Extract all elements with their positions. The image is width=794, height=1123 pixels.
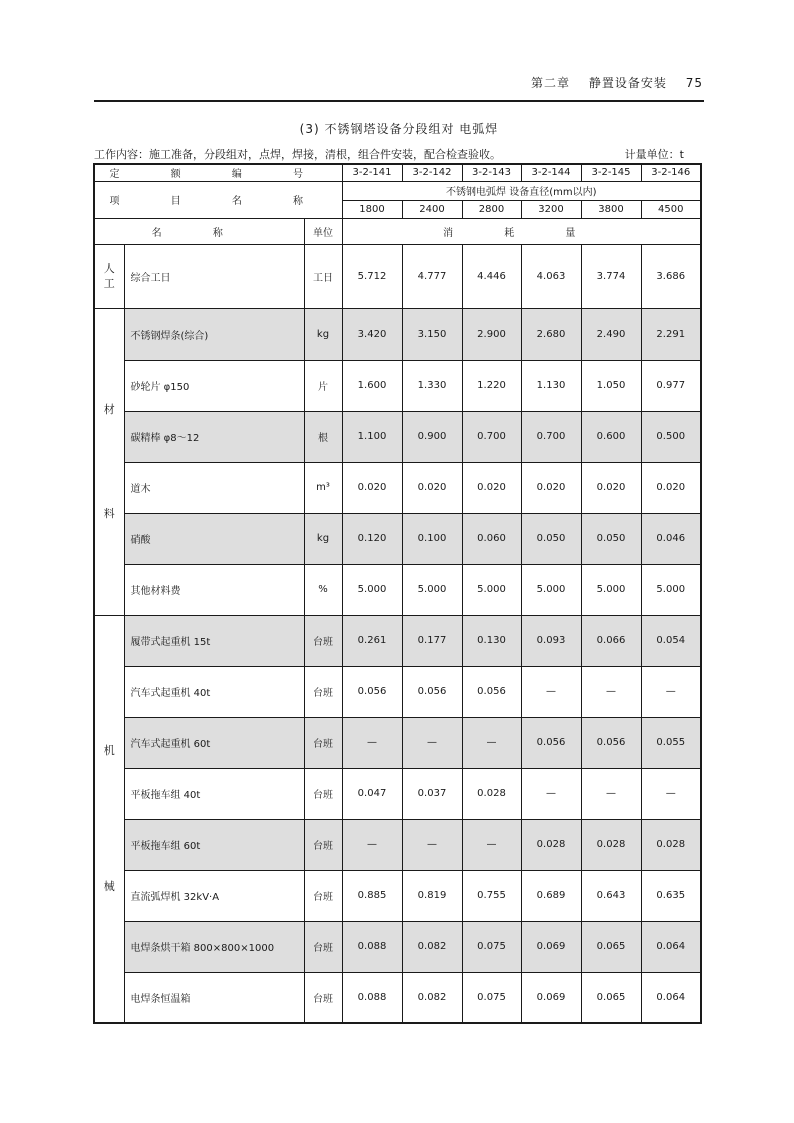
quota-code: 3-2-144	[521, 164, 581, 181]
table-row	[94, 462, 701, 513]
consumption-value: 0.069	[521, 972, 581, 1023]
group-header-row	[94, 181, 701, 200]
quota-code-row	[94, 164, 701, 181]
consumption-value: 0.700	[462, 411, 521, 462]
item-name: 砂轮片 φ150	[124, 360, 304, 411]
consumption-value: 4.446	[462, 244, 521, 308]
consumption-value: 0.020	[462, 462, 521, 513]
consumption-value: 0.020	[402, 462, 462, 513]
consumption-value: 0.130	[462, 615, 521, 666]
item-unit: 台班	[304, 819, 342, 870]
item-unit: 台班	[304, 768, 342, 819]
consumption-value: —	[402, 717, 462, 768]
category-labor	[94, 244, 124, 308]
consumption-value: 0.066	[581, 615, 641, 666]
category-machine	[94, 615, 124, 1023]
item-name: 电焊条烘干箱 800×800×1000	[124, 921, 304, 972]
consumption-value: 0.069	[521, 921, 581, 972]
consumption-value: 5.000	[462, 564, 521, 615]
consumption-value: 0.056	[342, 666, 402, 717]
consumption-value: 0.643	[581, 870, 641, 921]
item-unit: 台班	[304, 717, 342, 768]
category-char: 料	[103, 506, 115, 520]
item-name: 电焊条恒温箱	[124, 972, 304, 1023]
consumption-value: 0.689	[521, 870, 581, 921]
consumption-value: 0.054	[641, 615, 701, 666]
group-header: 不锈钢电弧焊 设备直径(mm以内)	[342, 181, 701, 200]
work-content: 工作内容：施工准备，分段组对，点焊，焊接，清根，组合件安装，配合检查验收。	[94, 148, 501, 161]
col-name-header: 名 称	[94, 218, 304, 244]
consumption-value: 0.088	[342, 921, 402, 972]
item-unit: 台班	[304, 666, 342, 717]
consumption-value: —	[641, 768, 701, 819]
consumption-value: 0.700	[521, 411, 581, 462]
diameter-value: 3200	[521, 200, 581, 218]
diameter-value: 4500	[641, 200, 701, 218]
consumption-value: 3.686	[641, 244, 701, 308]
consumption-value: 0.028	[641, 819, 701, 870]
consumption-value: 0.093	[521, 615, 581, 666]
table-row	[94, 666, 701, 717]
item-name: 道木	[124, 462, 304, 513]
consumption-value: —	[342, 819, 402, 870]
quota-code: 3-2-143	[462, 164, 521, 181]
item-name: 其他材料费	[124, 564, 304, 615]
consumption-value: —	[521, 768, 581, 819]
consumption-value: —	[581, 666, 641, 717]
chapter-number: 第二章	[531, 76, 571, 90]
item-name: 不锈钢焊条(综合)	[124, 308, 304, 360]
consumption-value: —	[402, 819, 462, 870]
quota-table	[93, 163, 702, 1024]
consumption-value: —	[462, 717, 521, 768]
quota-code: 3-2-142	[402, 164, 462, 181]
category-char: 机	[103, 744, 115, 758]
table-row	[94, 768, 701, 819]
consumption-value: 0.075	[462, 921, 521, 972]
table-row	[94, 513, 701, 564]
item-name: 碳精棒 φ8～12	[124, 411, 304, 462]
measurement-unit: 计量单位：t	[624, 148, 684, 161]
consumption-value: 0.020	[521, 462, 581, 513]
item-unit: m³	[304, 462, 342, 513]
consumption-value: 0.177	[402, 615, 462, 666]
page-number: 75	[685, 76, 703, 90]
category-material	[94, 308, 124, 615]
item-unit: 台班	[304, 615, 342, 666]
consumption-value: 1.330	[402, 360, 462, 411]
consumption-value: 0.100	[402, 513, 462, 564]
consumption-value: 0.037	[402, 768, 462, 819]
column-header-row	[94, 218, 701, 244]
consumption-value: —	[342, 717, 402, 768]
consumption-value: 0.088	[342, 972, 402, 1023]
item-unit: 台班	[304, 921, 342, 972]
consumption-value: —	[641, 666, 701, 717]
item-unit: 根	[304, 411, 342, 462]
item-name: 汽车式起重机 40t	[124, 666, 304, 717]
item-name: 平板拖车组 40t	[124, 768, 304, 819]
consumption-value: 0.885	[342, 870, 402, 921]
item-name: 平板拖车组 60t	[124, 819, 304, 870]
consumption-value: 0.056	[402, 666, 462, 717]
consumption-value: 1.130	[521, 360, 581, 411]
quota-no-label: 定 额 编 号	[94, 164, 342, 181]
category-char: 人	[103, 261, 115, 275]
consumption-value: 0.046	[641, 513, 701, 564]
item-name: 履带式起重机 15t	[124, 615, 304, 666]
consumption-value: 5.000	[521, 564, 581, 615]
consumption-value: 0.082	[402, 972, 462, 1023]
consumption-value: 0.060	[462, 513, 521, 564]
consumption-value: 3.150	[402, 308, 462, 360]
quota-table-body	[94, 164, 701, 1023]
consumption-value: 0.056	[581, 717, 641, 768]
quota-code: 3-2-141	[342, 164, 402, 181]
table-row	[94, 717, 701, 768]
consumption-value: 0.020	[641, 462, 701, 513]
consumption-value: 0.261	[342, 615, 402, 666]
table-row	[94, 564, 701, 615]
consumption-value: 2.900	[462, 308, 521, 360]
table-row	[94, 819, 701, 870]
consumption-value: 0.047	[342, 768, 402, 819]
consumption-value: 3.774	[581, 244, 641, 308]
item-unit: 片	[304, 360, 342, 411]
consumption-value: 0.028	[521, 819, 581, 870]
consumption-value: 0.075	[462, 972, 521, 1023]
category-char: 械	[103, 879, 115, 893]
col-consumption-header: 消 耗 量	[342, 218, 701, 244]
consumption-value: 0.020	[342, 462, 402, 513]
consumption-value: 0.600	[581, 411, 641, 462]
consumption-value: 0.050	[581, 513, 641, 564]
category-char: 工	[103, 277, 115, 290]
item-unit: %	[304, 564, 342, 615]
consumption-value: 0.900	[402, 411, 462, 462]
consumption-value: 2.291	[641, 308, 701, 360]
consumption-value: 5.712	[342, 244, 402, 308]
consumption-value: —	[462, 819, 521, 870]
consumption-value: 0.028	[462, 768, 521, 819]
table-row	[94, 615, 701, 666]
consumption-value: 0.065	[581, 921, 641, 972]
consumption-value: 5.000	[402, 564, 462, 615]
consumption-value: 0.977	[641, 360, 701, 411]
consumption-value: 2.680	[521, 308, 581, 360]
consumption-value: —	[581, 768, 641, 819]
table-row	[94, 972, 701, 1023]
consumption-value: 5.000	[581, 564, 641, 615]
chapter-title: 静置设备安装	[588, 76, 667, 90]
item-name: 硝酸	[124, 513, 304, 564]
table-row	[94, 921, 701, 972]
consumption-value: 0.020	[581, 462, 641, 513]
consumption-value: 0.500	[641, 411, 701, 462]
consumption-value: 0.056	[462, 666, 521, 717]
table-row	[94, 244, 701, 308]
item-name: 汽车式起重机 60t	[124, 717, 304, 768]
consumption-value: 4.063	[521, 244, 581, 308]
consumption-value: 0.755	[462, 870, 521, 921]
table-row	[94, 360, 701, 411]
item-unit: kg	[304, 513, 342, 564]
consumption-value: 4.777	[402, 244, 462, 308]
category-char: 材	[103, 403, 115, 417]
item-unit: 工日	[304, 244, 342, 308]
consumption-value: 5.000	[641, 564, 701, 615]
consumption-value: 0.055	[641, 717, 701, 768]
consumption-value: 0.819	[402, 870, 462, 921]
diameter-value: 1800	[342, 200, 402, 218]
consumption-value: 2.490	[581, 308, 641, 360]
item-name: 综合工日	[124, 244, 304, 308]
item-name-label: 项 目 名 称	[94, 181, 342, 218]
consumption-value: 1.220	[462, 360, 521, 411]
item-unit: 台班	[304, 972, 342, 1023]
diameter-value: 2800	[462, 200, 521, 218]
item-unit: 台班	[304, 870, 342, 921]
consumption-value: 0.082	[402, 921, 462, 972]
item-name: 直流弧焊机 32kV·A	[124, 870, 304, 921]
table-row	[94, 411, 701, 462]
consumption-value: 0.056	[521, 717, 581, 768]
consumption-value: 0.050	[521, 513, 581, 564]
col-unit-header: 单位	[304, 218, 342, 244]
consumption-value: 1.050	[581, 360, 641, 411]
consumption-value: 0.028	[581, 819, 641, 870]
consumption-value: 3.420	[342, 308, 402, 360]
diameter-value: 2400	[402, 200, 462, 218]
header-rule	[94, 100, 704, 102]
consumption-value: 5.000	[342, 564, 402, 615]
consumption-value: —	[521, 666, 581, 717]
table-row	[94, 308, 701, 360]
table-row	[94, 870, 701, 921]
item-unit: kg	[304, 308, 342, 360]
diameter-value: 3800	[581, 200, 641, 218]
consumption-value: 0.635	[641, 870, 701, 921]
consumption-value: 0.064	[641, 972, 701, 1023]
quota-code: 3-2-145	[581, 164, 641, 181]
quota-code: 3-2-146	[641, 164, 701, 181]
consumption-value: 0.065	[581, 972, 641, 1023]
consumption-value: 0.064	[641, 921, 701, 972]
page-header	[94, 74, 703, 92]
section-title: (3) 不锈钢塔设备分段组对 电弧焊	[299, 122, 499, 136]
consumption-value: 1.100	[342, 411, 402, 462]
consumption-value: 0.120	[342, 513, 402, 564]
consumption-value: 1.600	[342, 360, 402, 411]
